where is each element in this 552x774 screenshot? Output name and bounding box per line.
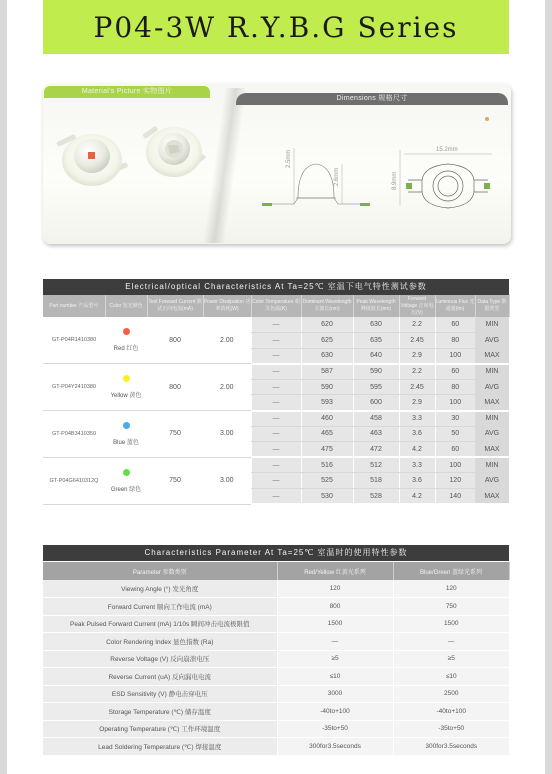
peak-wavelength: 640 [353, 348, 399, 364]
power-dissipation: 2.00 [203, 364, 251, 411]
color-swatch [123, 375, 130, 382]
power-dissipation: 3.00 [203, 457, 251, 504]
blue-green-value: 120 [393, 580, 509, 598]
forward-voltage: 3.3 [399, 411, 435, 427]
peak-wavelength: 590 [353, 364, 399, 380]
color-name: Green 绿色 [110, 486, 142, 493]
color-temperature: — [251, 348, 301, 364]
data-type: AVG [475, 333, 509, 349]
characteristics-row [43, 633, 509, 651]
dominant-wavelength: 587 [301, 364, 353, 380]
dimensions-tab: Dimensions 规格尺寸 [236, 93, 508, 105]
page-edge-left [0, 0, 7, 774]
power-dissipation: 3.00 [203, 411, 251, 458]
characteristics-row [43, 738, 509, 756]
peak-wavelength: 528 [353, 489, 399, 505]
color-cell [105, 411, 147, 458]
parameter-name: Viewing Angle (°) 发光角度 [43, 580, 277, 598]
material-picture-tab: Material's Picture 实物图片 [44, 86, 210, 98]
peak-wavelength: 458 [353, 411, 399, 427]
color-name: Yellow 黄色 [110, 393, 142, 400]
color-cell [105, 364, 147, 411]
peak-wavelength: 600 [353, 395, 399, 411]
dim-label-height1: 2.5mm [286, 149, 292, 168]
parameter-name: Peak Pulsed Forward Current (mA) 1/10s 瞬间冲击电流极限值 [43, 615, 277, 633]
luminous-flux: 50 [435, 426, 475, 442]
dominant-wavelength: 593 [301, 395, 353, 411]
characteristics-row [43, 615, 509, 633]
data-type: MIN [475, 457, 509, 473]
parameter-name: Reverse Voltage (V) 反向崩溃电压 [43, 650, 277, 668]
dominant-wavelength: 590 [301, 379, 353, 395]
forward-voltage: 3.3 [399, 457, 435, 473]
electrical-section-header: Electrical/optical Characteristics At Ta=25℃ 室温下电气特性测试参数 [43, 279, 509, 295]
luminous-flux: 100 [435, 348, 475, 364]
dominant-wavelength: 625 [301, 333, 353, 349]
color-temperature: — [251, 411, 301, 427]
red-yellow-value: ≥5 [277, 650, 393, 668]
dominant-wavelength: 620 [301, 317, 353, 333]
power-dissipation: 2.00 [203, 317, 251, 364]
dim-label-height3: 8.9mm [392, 171, 398, 190]
part-number: GT-P04G6410312Q [43, 457, 105, 504]
data-type: MAX [475, 442, 509, 458]
forward-voltage: 2.2 [399, 317, 435, 333]
characteristics-row [43, 685, 509, 703]
electrical-column-header: Color Temperature 相关色温(K) [251, 295, 301, 317]
data-type: MAX [475, 489, 509, 505]
electrical-column-header: Test Forward Current 测试正向电流(mA) [147, 295, 203, 317]
luminous-flux: 60 [435, 364, 475, 380]
electrical-row [43, 364, 509, 380]
color-swatch [123, 328, 130, 335]
forward-voltage: 2.45 [399, 333, 435, 349]
electrical-row [43, 457, 509, 473]
color-swatch [123, 469, 130, 476]
data-type: MAX [475, 395, 509, 411]
parameter-name: Lead Soldering Temperature (℃) 焊接温度 [43, 738, 277, 756]
electrical-column-header: Peak Wavelength 峰值波长(nm) [353, 295, 399, 317]
forward-voltage: 3.6 [399, 473, 435, 489]
dominant-wavelength: 530 [301, 489, 353, 505]
top-view-outline [408, 164, 488, 208]
parameter-name: ESD Sensitivity (V) 静电击穿电压 [43, 685, 277, 703]
characteristics-table [43, 562, 510, 756]
electrical-row [43, 317, 509, 333]
dominant-wavelength: 460 [301, 411, 353, 427]
color-temperature: — [251, 333, 301, 349]
blue-green-value: -35to+50 [393, 720, 509, 738]
blue-green-value: 300for3.5seconds [393, 738, 509, 756]
red-yellow-value: 300for3.5seconds [277, 738, 393, 756]
characteristics-row [43, 720, 509, 738]
dimensions-drawing [236, 106, 504, 221]
electrical-column-header: Power Dissipation 功率消耗(W) [203, 295, 251, 317]
parameter-name: Forward Current 顺向工作电流 (mA) [43, 598, 277, 616]
lead-right [360, 203, 370, 206]
lead-left [262, 203, 272, 206]
color-cell [105, 457, 147, 504]
red-yellow-value: 1500 [277, 615, 393, 633]
test-current: 800 [147, 317, 203, 364]
characteristics-column-header: Parameter 参数类别 [43, 562, 277, 580]
led-photo-left [56, 134, 128, 186]
color-temperature: — [251, 364, 301, 380]
parameter-name: Reverse Current (uA) 反向漏电电流 [43, 668, 277, 686]
data-type: AVG [475, 426, 509, 442]
peak-wavelength: 518 [353, 473, 399, 489]
test-current: 750 [147, 411, 203, 458]
part-number: GT-P04Y2410380 [43, 364, 105, 411]
data-type: MAX [475, 348, 509, 364]
blue-green-value: -40to+100 [393, 703, 509, 721]
forward-voltage: 2.9 [399, 348, 435, 364]
blue-green-value: — [393, 633, 509, 651]
dominant-wavelength: 465 [301, 426, 353, 442]
forward-voltage: 2.45 [399, 379, 435, 395]
led-product-photo [50, 100, 210, 210]
dominant-wavelength: 630 [301, 348, 353, 364]
data-type: MIN [475, 411, 509, 427]
electrical-column-header: Data Type 数据类型 [475, 295, 509, 317]
part-number: GT-P04B3410350 [43, 411, 105, 458]
lead-top-right [484, 183, 490, 189]
luminous-flux: 80 [435, 379, 475, 395]
electrical-column-header: Dominant Wavelength 主波长(nm) [301, 295, 353, 317]
red-yellow-value: -40to+100 [277, 703, 393, 721]
blue-green-value: ≥5 [393, 650, 509, 668]
characteristics-header-row [43, 562, 509, 580]
red-yellow-value: -35to+50 [277, 720, 393, 738]
test-current: 750 [147, 457, 203, 504]
dominant-wavelength: 475 [301, 442, 353, 458]
electrical-column-header: Part number 产品型号 [43, 295, 105, 317]
color-temperature: — [251, 442, 301, 458]
luminous-flux: 60 [435, 442, 475, 458]
characteristics-row [43, 668, 509, 686]
characteristics-section-header: Characteristics Parameter At Ta=25℃ 室温时的使用特性参数 [43, 545, 509, 561]
electrical-column-header: Color 发光颜色 [105, 295, 147, 317]
characteristics-row [43, 703, 509, 721]
characteristics-row [43, 580, 509, 598]
peak-wavelength: 595 [353, 379, 399, 395]
side-view-outline [264, 164, 368, 204]
red-yellow-value: 800 [277, 598, 393, 616]
color-temperature: — [251, 473, 301, 489]
peak-wavelength: 635 [353, 333, 399, 349]
title-banner [43, 0, 509, 54]
luminous-flux: 140 [435, 489, 475, 505]
color-temperature: — [251, 317, 301, 333]
electrical-column-header: Luminous Flux 光通量(lm) [435, 295, 475, 317]
luminous-flux: 30 [435, 411, 475, 427]
characteristics-row [43, 650, 509, 668]
characteristics-row [43, 598, 509, 616]
lead-top-left [406, 183, 412, 189]
electrical-column-header: Forward Voltage 正向电压(V) [400, 295, 434, 316]
color-name: Red 红色 [113, 346, 139, 353]
blue-green-value: 750 [393, 598, 509, 616]
color-cell [105, 317, 147, 364]
color-name: Blue 蓝色 [113, 439, 139, 446]
dim-label-width: 15.2mm [436, 147, 458, 153]
red-yellow-value: ≤10 [277, 668, 393, 686]
red-yellow-value: — [277, 633, 393, 651]
luminous-flux: 100 [435, 457, 475, 473]
color-temperature: — [251, 379, 301, 395]
color-swatch [123, 422, 130, 429]
electrical-table [43, 295, 510, 505]
parameter-name: Color Rendering Index 显色指数 (Ra) [43, 633, 277, 651]
luminous-flux: 100 [435, 395, 475, 411]
peak-wavelength: 512 [353, 457, 399, 473]
page-title: P04-3W R.Y.B.G Series [93, 10, 459, 44]
peak-wavelength: 630 [353, 317, 399, 333]
blue-green-value: 1500 [393, 615, 509, 633]
test-current: 800 [147, 364, 203, 411]
forward-voltage: 2.9 [399, 395, 435, 411]
dominant-wavelength: 525 [301, 473, 353, 489]
blue-green-value: 2500 [393, 685, 509, 703]
red-yellow-value: 3000 [277, 685, 393, 703]
characteristics-column-header: Red/Yellow 红黄光系列 [277, 562, 393, 580]
part-number: GT-P04R1410380 [43, 317, 105, 364]
data-type: MIN [475, 364, 509, 380]
color-temperature: — [251, 489, 301, 505]
red-yellow-value: 120 [277, 580, 393, 598]
forward-voltage: 2.2 [399, 364, 435, 380]
luminous-flux: 60 [435, 317, 475, 333]
page-edge-right [545, 0, 552, 774]
characteristics-column-header: Blue/Green 蓝绿光系列 [393, 562, 509, 580]
dominant-wavelength: 516 [301, 457, 353, 473]
data-type: AVG [475, 379, 509, 395]
blue-green-value: ≤10 [393, 668, 509, 686]
forward-voltage: 4.2 [399, 489, 435, 505]
forward-voltage: 3.6 [399, 426, 435, 442]
peak-wavelength: 463 [353, 426, 399, 442]
color-temperature: — [251, 457, 301, 473]
luminous-flux: 80 [435, 333, 475, 349]
led-photo-right [142, 126, 206, 177]
parameter-name: Operating Temperature (℃) 工作环境温度 [43, 720, 277, 738]
parameter-name: Storage Temperature (℃) 储存温度 [43, 703, 277, 721]
peak-wavelength: 472 [353, 442, 399, 458]
electrical-row [43, 411, 509, 427]
dim-label-height2: 2.6mm [334, 167, 340, 186]
data-type: AVG [475, 473, 509, 489]
color-temperature: — [251, 426, 301, 442]
forward-voltage: 4.2 [399, 442, 435, 458]
electrical-header-row [43, 295, 509, 317]
data-type: MIN [475, 317, 509, 333]
color-temperature: — [251, 395, 301, 411]
luminous-flux: 120 [435, 473, 475, 489]
